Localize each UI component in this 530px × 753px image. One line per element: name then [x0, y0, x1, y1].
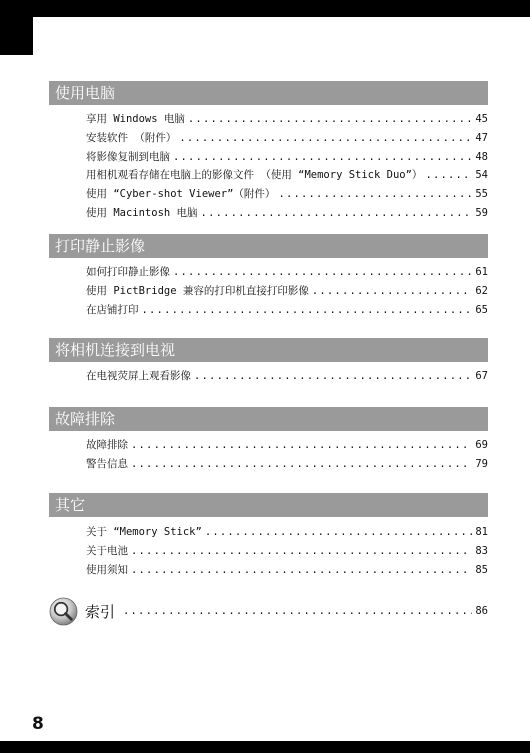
index-entry[interactable] — [49, 596, 488, 626]
toc-leader-dots — [312, 285, 472, 297]
section-header-printing: 打印静止影像 — [49, 234, 488, 258]
toc-entry[interactable] — [86, 167, 488, 186]
toc-leader-dots — [179, 132, 472, 144]
section-header-other: 其它 — [49, 493, 488, 517]
toc-entry-page: 45 — [475, 113, 488, 125]
toc-entry-title: 故障排除 — [86, 439, 128, 451]
toc-entry-title: 使用 Macintosh 电脑 — [86, 206, 198, 219]
toc-entry[interactable] — [86, 186, 488, 205]
toc-entry-page: 55 — [475, 188, 488, 201]
toc-leader-dots — [201, 207, 473, 219]
magnifier-icon — [49, 597, 78, 626]
toc-leader-dots — [131, 439, 472, 451]
toc-leader-dots — [142, 304, 473, 316]
toc-entry-title: 将影像复制到电脑 — [86, 150, 170, 163]
toc-entry-page: 67 — [475, 370, 488, 382]
toc-entry-title: 在电视荧屏上观看影像 — [86, 370, 191, 382]
toc-entry-page: 65 — [475, 303, 488, 316]
toc-entry-page: 61 — [475, 266, 488, 278]
toc-entry[interactable] — [86, 130, 488, 149]
toc-entry[interactable] — [86, 302, 488, 321]
toc-entry[interactable] — [86, 283, 488, 302]
toc-list-printing — [86, 264, 488, 320]
toc-list-other — [86, 524, 488, 580]
toc-entry-title: 如何打印静止影像 — [86, 266, 170, 278]
toc-entry[interactable] — [86, 562, 488, 581]
toc-entry-title: 使用 PictBridge 兼容的打印机直接打印影像 — [86, 284, 309, 297]
toc-leader-dots — [131, 564, 472, 576]
toc-entry-page: 85 — [475, 563, 488, 576]
toc-leader-dots — [173, 266, 472, 278]
toc-list-tv — [86, 368, 488, 387]
toc-entry-page: 83 — [475, 544, 488, 557]
toc-entry-title: 警告信息 — [86, 457, 128, 470]
toc-entry[interactable] — [86, 437, 488, 456]
toc-leader-dots — [123, 605, 472, 617]
top-bar — [0, 0, 530, 17]
toc-leader-dots — [188, 113, 472, 125]
index-label: 索引 — [85, 602, 116, 621]
toc-leader-dots — [173, 151, 472, 163]
toc-entry-page: 62 — [475, 284, 488, 297]
toc-entry[interactable] — [86, 543, 488, 562]
toc-entry-page: 54 — [475, 169, 488, 182]
toc-entry[interactable] — [86, 111, 488, 130]
toc-entry-page: 69 — [475, 439, 488, 451]
toc-entry[interactable] — [86, 205, 488, 224]
toc-entry-page: 81 — [475, 526, 488, 538]
page-corner-tab — [0, 17, 33, 55]
section-header-troubleshooting: 故障排除 — [49, 407, 488, 431]
toc-leader-dots — [131, 458, 472, 470]
toc-entry-title: 用相机观看存储在电脑上的影像文件 （使用 “Memory Stick Duo”） — [86, 169, 423, 182]
toc-entry[interactable] — [86, 264, 488, 283]
toc-entry-page: 79 — [475, 457, 488, 470]
toc-entry-title: 享用 Windows 电脑 — [86, 113, 185, 125]
toc-entry[interactable] — [86, 524, 488, 543]
toc-entry-page: 47 — [475, 131, 488, 144]
toc-list-computer — [86, 111, 488, 224]
toc-entry-title: 使用 “Cyber-shot Viewer”（附件） — [86, 188, 276, 201]
toc-leader-dots — [205, 526, 473, 538]
toc-entry-page: 59 — [475, 206, 488, 219]
toc-list-troubleshooting — [86, 437, 488, 475]
toc-leader-dots — [278, 188, 472, 200]
section-header-computer: 使用电脑 — [49, 81, 488, 105]
toc-leader-dots — [194, 370, 472, 382]
page-number: 8 — [32, 714, 44, 734]
toc-entry[interactable] — [86, 456, 488, 475]
section-header-tv: 将相机连接到电视 — [49, 338, 488, 362]
toc-leader-dots — [131, 545, 472, 557]
index-page: 86 — [475, 605, 488, 617]
toc-entry-title: 关于电池 — [86, 544, 128, 557]
toc-entry-title: 安装软件 （附件） — [86, 131, 177, 144]
toc-leader-dots — [425, 169, 472, 181]
toc-entry[interactable] — [86, 149, 488, 168]
bottom-bar — [0, 741, 530, 753]
toc-entry-page: 48 — [475, 150, 488, 163]
toc-entry-title: 使用须知 — [86, 563, 128, 576]
toc-entry[interactable] — [86, 368, 488, 387]
toc-entry-title: 在店铺打印 — [86, 303, 139, 316]
toc-entry-title: 关于 “Memory Stick” — [86, 526, 202, 538]
